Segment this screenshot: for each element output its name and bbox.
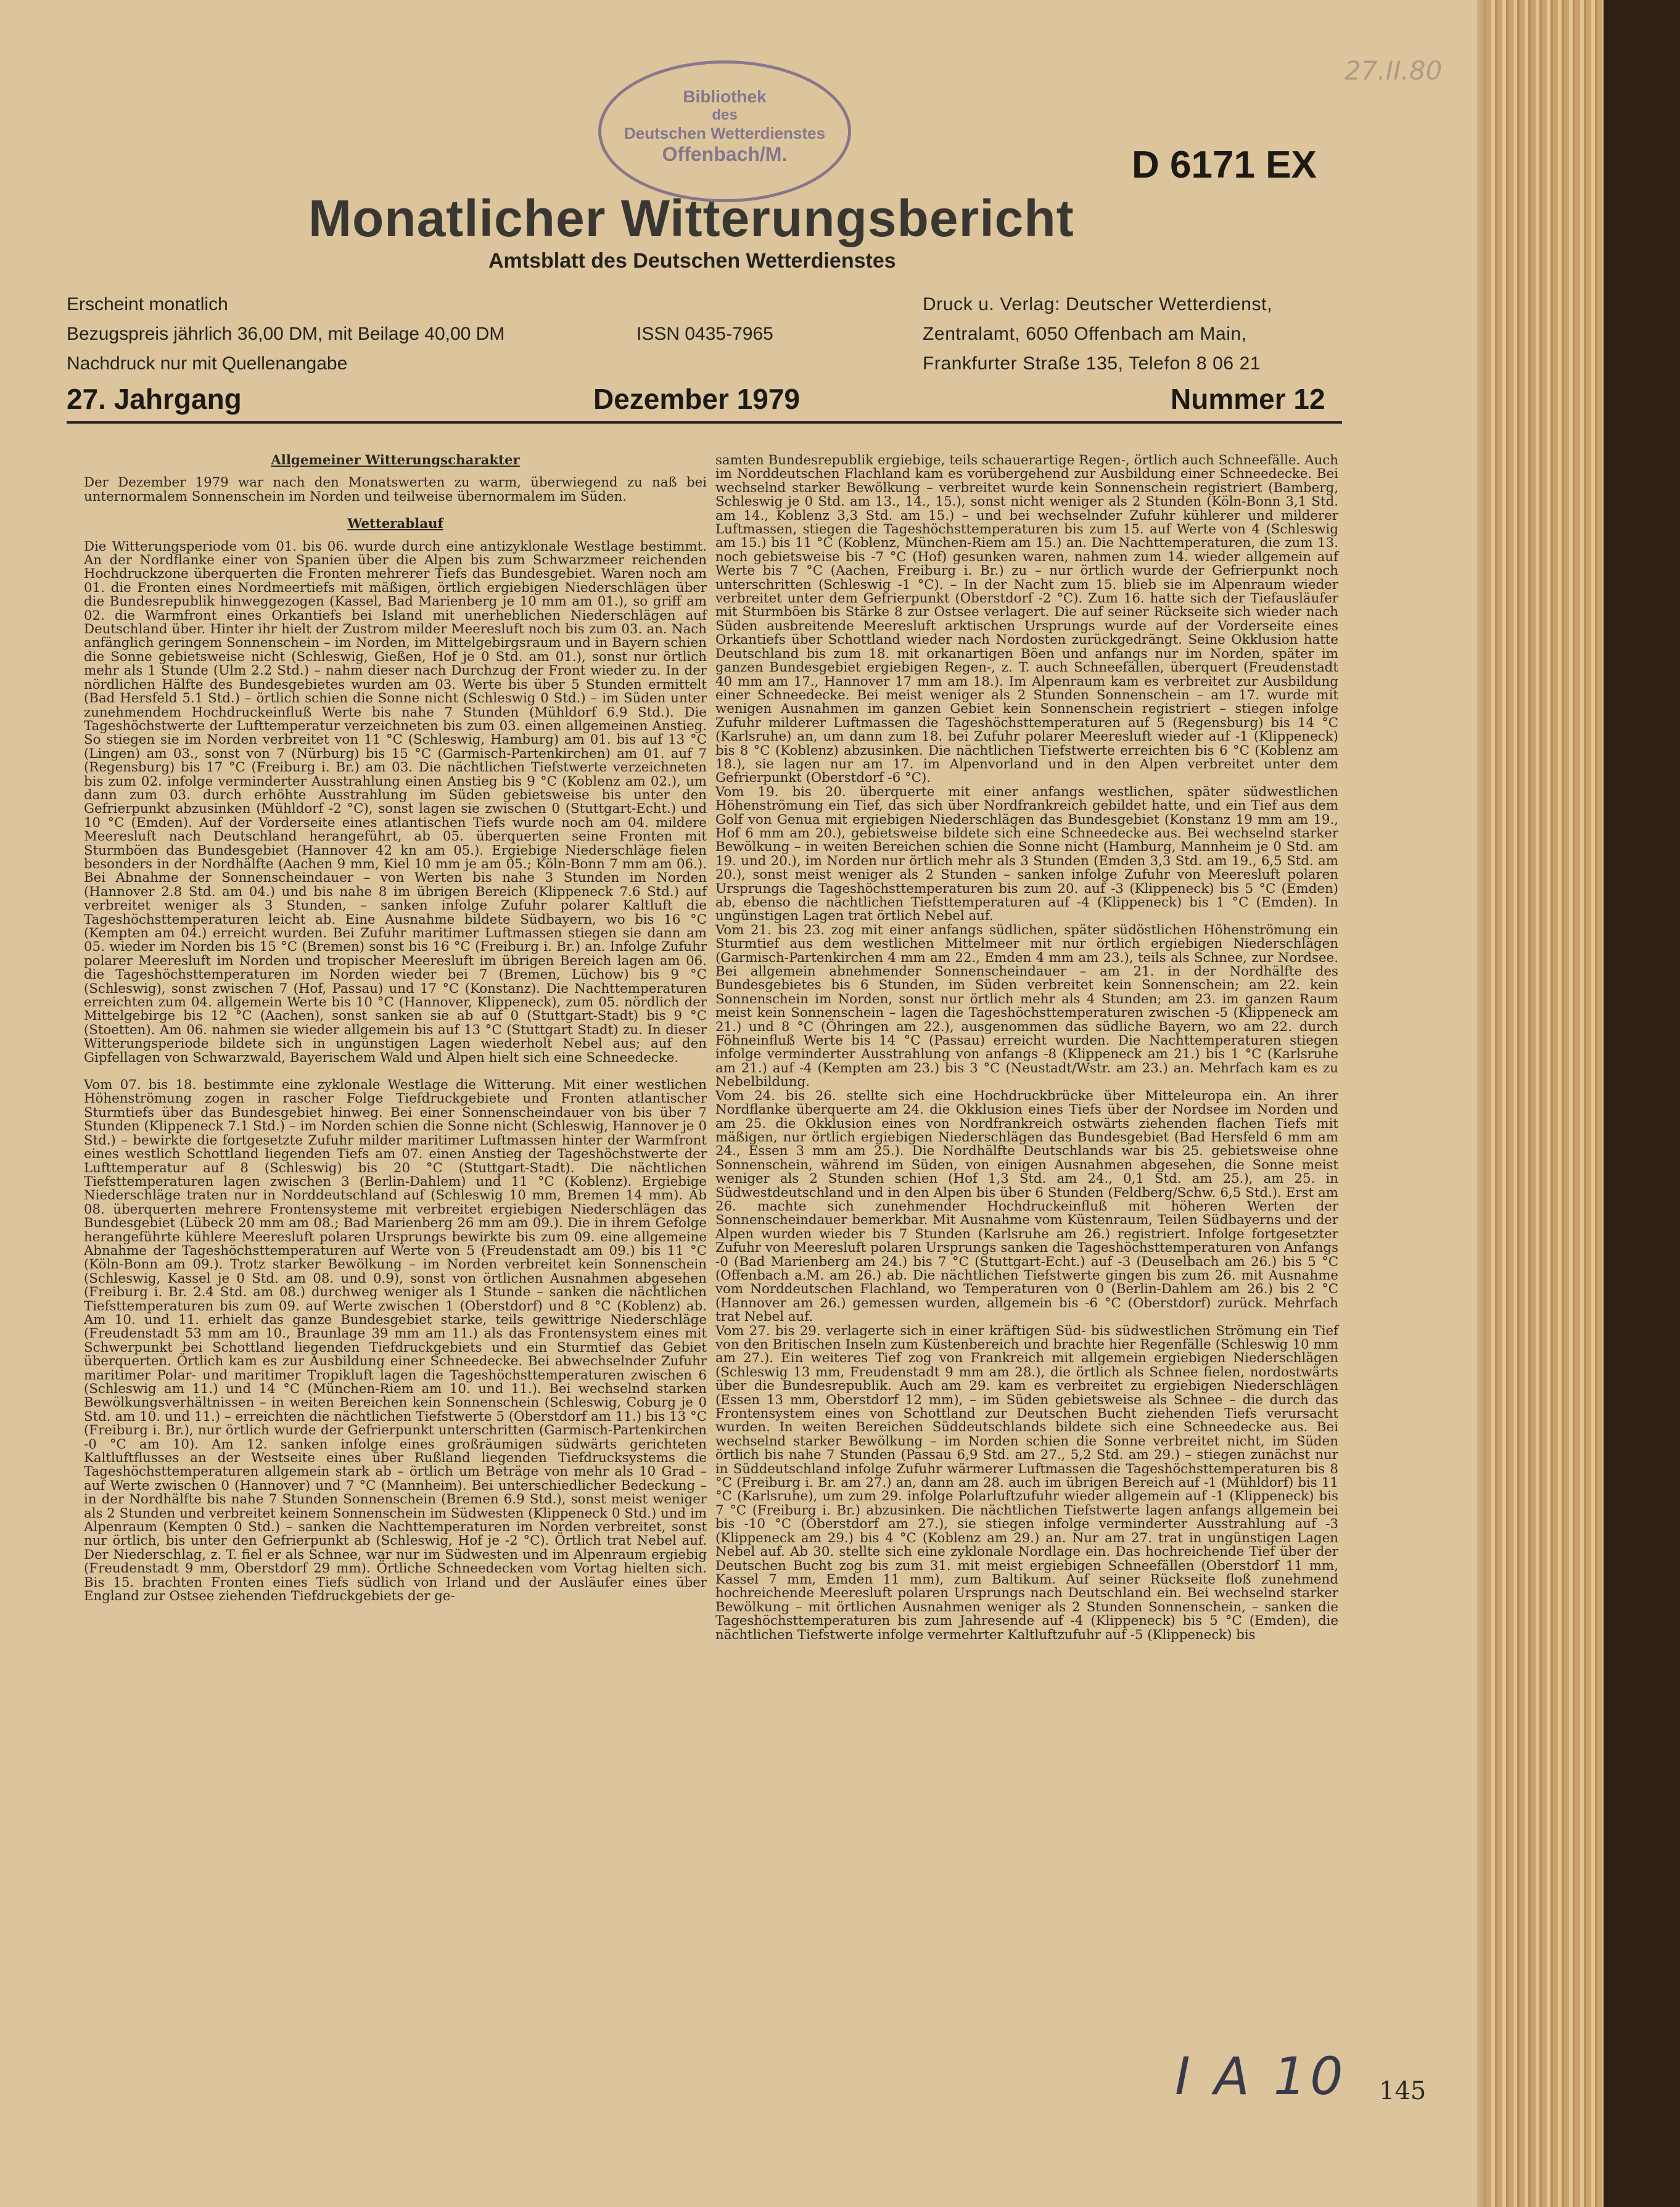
library-stamp [598, 60, 851, 202]
header-rule [67, 421, 1342, 424]
heading-general-character: Allgemeiner Witterungscharakter [271, 453, 520, 468]
publisher-line-3: Frankfurter Straße 135, Telefon 8 06 21 [923, 353, 1261, 374]
spacer [84, 1065, 707, 1079]
book-cover [1604, 0, 1680, 2207]
publisher-line-2: Zentralamt, 6050 Offenbach am Main, [923, 324, 1247, 344]
publication-info-left [67, 290, 504, 379]
publisher-info [923, 290, 1272, 379]
paragraph: Vom 19. bis 20. überquerte mit einer anfangs westlichen, später südwestlichen Höhenströmung ein Tief, das sich über Nordfrankreich gebildet hatte, und ein Tief aus dem Golf von Genua mit ergiebigen Niederschlägen das Bundesgebiet (Konstanz 19 mm am 19., Hof 6 mm am 20.), gebietsweise bildete sich eine Schneedecke aus. Bei wechselnd starker Bewölkung – in weiten Bereichen schien die Sonne nicht (Hamburg, Mannheim je 0 Std. am 19. und 20.), im Norden nur örtlich mehr als 3 Stunden (Emden 3,3 Std. am 19., 6,5 Std. am 20.), sonst meist weniger als 2 Stunden – sanken infolge Zufuhr von Meeresluft polaren Ursprungs die Tageshöchsttemperaturen bis zum 20. auf -3 (Klippeneck) bis 5 °C (Emden) ab, ebenso die nächtlichen Tiefsttemperaturen auf -4 (Klippeneck) bis 1 °C (Emden). In ungünstigen Lagen trat örtlich Nebel auf. [715, 784, 1338, 924]
stamp-line-4: Offenbach/M. [662, 143, 788, 165]
heading-weather-course: Wetterablauf [347, 516, 443, 532]
issue-number: Nummer 12 [1171, 383, 1325, 415]
info-price: Bezugspreis jährlich 36,00 DM, mit Beilage 40,00 DM [67, 324, 505, 344]
paragraph: Vom 24. bis 26. stellte sich eine Hochdruckbrücke über Mitteleuropa ein. An ihrer Nordflanke überquerte am 24. die Okklusion eines Tiefs über der Nordsee im Norden und am 25. die Okklusion eines von Nordfrankreich ostwärts ziehenden flachen Tiefs mit mäßigen, nur örtlich ergiebigen Niederschlägen das Bundesgebiet (Bad Hersfeld 6 mm am 24., Essen 3 mm am 25.). Die Nordhälfte Deutschlands war bis 25. gebietsweise ohne Sonnenschein, während im Süden, von einigen Ausnahmen abgesehen, die Sonne meist weniger als 2 Stunden schien (Hof 1,3 Std. am 24., 0,1 Std. am 25.), am 25. in Südwestdeutschland und in den Alpen bis über 6 Stunden (Feldberg/Schw. 6,5 Std.). Erst am 26. machte sich zunehmender Hochdruckeinfluß mit höheren Werten der Sonnenscheindauer bemerkbar. Mit Ausnahme vom Küstenraum, Teilen Südbayerns und der Alpen wurden wieder bis 7 Stunden (Karlsruhe am 26.) registriert. Infolge fortgesetzter Zufuhr von Meeresluft polaren Ursprungs sanken die Tageshöchsttemperaturen von Anfangs -0 (Bad Marienberg am 24.) bis 7 °C (Stuttgart-Echt.) auf -3 (Deuselbach am 26.) bis 5 °C (Offenbach a.M. am 26.) ab. Die nächtlichen Tiefstwerte gingen bis zum 26. mit Ausnahme vom Norddeutschen Flachland, wo Temperaturen von 0 (Berlin-Dahlem am 26.) bis 2 °C (Hannover am 26.) gemessen wurden, allgemein bis -6 °C (Oberstdorf) zurück. Mehrfach trat Nebel auf. [715, 1088, 1338, 1325]
page-subtitle: Amtsblatt des Deutschen Wetterdienstes [488, 249, 896, 273]
paragraph: Vom 21. bis 23. zog mit einer anfangs südlichen, später südöstlichen Höhenströmung ein Sturmtief aus dem westlichen Mittelmeer mit nur örtlich ergiebigen Niederschlägen (Garmisch-Partenkirchen 4 mm am 22., Emden 4 mm am 23.), teils als Schnee, zur Nordsee. Bei allgemein abnehmender Sonnenscheindauer – am 21. in der Nordhälfte des Bundesgebietes bis 6 Stunden, im Süden verbreitet kein Sonnenschein; am 22. kein Sonnenschein im Norden, sonst nur örtlich mehr als 4 Stunden; am 23. im ganzen Raum meist kein Sonnenschein – lagen die Tageshöchsttemperaturen zwischen -5 (Klippeneck am 21.) und 8 °C (Öhringen am 22.), ausgenommen das südliche Bayern, wo am 22. durch Föhneinfluß Werte bis 14 °C (Passau) erreicht wurden. Die Nachttemperaturen stiegen infolge verminderter Ausstrahlung von anfangs -8 (Klippeneck am 21.) bis 1 °C (Karlsruhe am 21.) auf -4 (Kempten am 23.) bis 3 °C (Neustadt/Wstr. am 23.) an. Mehrfach kam es zu Nebelbildung. [715, 922, 1338, 1090]
stamp-line-3: Deutschen Wetterdienstes [624, 124, 826, 142]
column-left [84, 454, 707, 1604]
info-frequency: Erscheint monatlich [67, 294, 228, 314]
publisher-line-1: Druck u. Verlag: Deutscher Wetterdienst, [923, 294, 1273, 314]
paragraph-general-character: Der Dezember 1979 war nach den Monatswerten zu warm, überwiegend zu naß bei unternormalem Sonnenschein im Norden und teilweise übernormalem im Süden. [84, 475, 707, 504]
volume: 27. Jahrgang [67, 383, 242, 415]
page-number: 145 [1379, 2077, 1427, 2105]
page-title: Monatlicher Witterungsbericht [308, 189, 1074, 247]
handwritten-shelfmark: I A 10 [1175, 2046, 1347, 2106]
paragraph: Vom 07. bis 18. bestimmte eine zyklonale Westlage die Witterung. Mit einer westlichen Höhenströmung zogen in rascher Folge Tiefdruckgebiete und Fronten atlantischer Sturmtiefs über das Bundesgebiet hinweg. Bei einer Sonnenscheindauer von bis über 7 Stunden (Klippeneck 7.1 Std.) – im Norden schien die Sonne nicht (Schleswig, Hannover je 0 Std.) – bewirkte die fortgesetzte Zufuhr milder maritimer Luftmassen hinter der Warmfront eines westlich Schottland liegenden Tiefs am 07. einen Anstieg der Tageshöchstwerte der Lufttemperatur auf 8 (Schleswig) bis 20 °C (Stuttgart-Stadt). Die nächtlichen Tiefsttemperaturen lagen zwischen 3 (Berlin-Dahlem) und 11 °C (Koblenz). Ergiebige Niederschläge traten nur in Norddeutschland auf (Schleswig 10 mm, Bremen 14 mm). Ab 08. überquerten mehrere Frontensysteme mit verbreitet ergiebigen Niederschlägen das Bundesgebiet (Lübeck 20 mm am 08.; Bad Marienberg 26 mm am 09.). Die in ihrem Gefolge herangeführte kühlere Meeresluft polaren Ursprungs bewirkte bis zum 09. eine allgemeine Abnahme der Tageshöchsttemperaturen auf Werte von 5 (Freudenstadt am 09.) bis 11 °C (Köln-Bonn am 09.). Trotz starker Bewölkung – im Norden verbreitet kein Sonnenschein (Schleswig, Kassel je 0 Std. am 08. und 0.9), sonst von örtlichen Ausnahmen abgesehen (Freiburg i. Br. 2.4 Std. am 08.) durchweg weniger als 1 Stunde – sanken die nächtlichen Tiefsttemperaturen bis zum 09. auf Werte zwischen 1 (Oberstdorf) und 8 °C (Koblenz) ab. Am 10. und 11. erhielt das ganze Bundesgebiet starke, teils gewittrige Niederschläge (Freudenstadt 53 mm am 10., Braunlage 39 mm am 11.) als das Frontensystem eines mit Schwerpunkt bei Schottland liegenden Tiefdruckgebiets und ein Sturmtief das Gebiet überquerten. Örtlich kam es zur Ausbildung einer Schneedecke. Bei abwechselnder Zufuhr maritimer Polar- und maritimer Tropikluft lagen die Tageshöchsttemperaturen zwischen 6 (Schleswig am 11.) und 14 °C (München-Riem am 10. und 11.). Bei wechselnd starken Bewölkungsverhältnissen – in weiten Bereichen kein Sonnenschein (Schleswig, Coburg je 0 Std. am 10. und 11.) – erreichten die nächtlichen Tiefstwerte 5 (Oberstdorf am 11.) bis 13 °C (Freiburg i. Br.), nur örtlich wurde der Gefrierpunkt unterschritten (Garmisch-Partenkirchen -0 °C am 10). Am 12. sanken infolge eines großräumigen südwärts gerichteten Kaltluftflusses an der Westseite eines über Rußland liegenden Tiefdrucksystems die Tageshöchsttemperaturen allgemein stark ab – örtlich um Beträge von mehr als 10 Grad – auf Werte zwischen 0 (Hannover) und 7 °C (Mannheim). Bei unterschiedlicher Bedeckung – in der Nordhälfte bis nahe 7 Stunden Sonnenschein (Bremen 6.9 Std.), sonst meist weniger als 2 Stunden und verbreitet keinem Sonnenschein im Südwesten (Klippeneck 0 Std.) und im Alpenraum (Kempten 0 Std.) – sanken die Nachttemperaturen im Norden verbreitet, sonst nur örtlich, bis unter den Gefrierpunkt ab (Schleswig, Hof je -2 °C). Örtlich trat Nebel auf. Der Niederschlag, z. T. fiel er als Schnee, war nur im Südwesten und im Alpenraum ergiebig (Freudenstadt 9 mm, Oberstdorf 29 mm). Örtliche Schneedecken vom Vortag hielten sich. Bis 15. brachten Fronten eines Tiefs südlich von Irland und der Ausläufer eines über England zur Ostsee ziehenden Tiefdruckgebiets der ge- [84, 1077, 707, 1605]
column-right [715, 454, 1338, 1642]
paragraph: Vom 27. bis 29. verlagerte sich in einer kräftigen Süd- bis südwestlichen Strömung ein Tief von den Britischen Inseln zum Küstenbereich und brachte hier Regenfälle (Schleswig 10 mm am 27.). Ein weiteres Tief zog von Frankreich mit allgemein ergiebigen Niederschlägen (Schleswig 13 mm, Freudenstadt 9 mm am 28.), die örtlich als Schnee fielen, nordostwärts über die Bundesrepublik. Auch am 29. kam es verbreitet zu ergiebigen Niederschlägen (Essen 13 mm, Oberstdorf 12 mm), – im Süden gebietsweise als Schnee – die durch das Frontensystem eines von Schottland zur Deutschen Bucht ziehenden Tiefs verursacht wurden. In weiten Bereichen Süddeutschlands bildete sich eine Schneedecke aus. Bei wechselnd starker Bewölkung – im Norden schien die Sonne verbreitet nicht, im Süden örtlich bis nahe 7 Stunden (Passau 6,9 Std. am 27., 5,2 Std. am 29.) – stiegen zunächst nur in Süddeutschland infolge Zufuhr wärmerer Luftmassen die Tageshöchsttemperaturen bis 8 °C (Freiburg i. Br. am 27.) an, dann am 28. auch im übrigen Bereich auf -1 (Mühldorf) bis 11 °C (Karlsruhe), um zum 29. infolge Polarluftzufuhr wieder allgemein auf -1 (Klippeneck) bis 7 °C (Freiburg i. Br.) abzusinken. Die nächtlichen Tiefstwerte lagen anfangs allgemein bei bis -10 °C (Oberstdorf am 27.), sie stiegen infolge verminderter Ausstrahlung auf -3 (Klippeneck am 29.) bis 4 °C (Koblenz am 29.) an. Nur am 27. trat in ungünstigen Lagen Nebel auf. Ab 30. stellte sich eine zyklonale Nordlage ein. Das hochreichende Tief über der Deutschen Bucht zog bis zum 31. mit meist ergiebigen Schneefällen (Oberstdorf 11 mm, Kassel 7 mm, Emden 11 mm), zum Baltikum. Auf seiner Rückseite floß zunehmend hochreichende Meeresluft polaren Ursprungs nach Deutschland ein. Bei wechselnd starker Bewölkung – mit örtlichen Ausnahmen weniger als 2 Stunden Sonnenschein, – sanken die Tageshöchsttemperaturen bis zum Jahresende auf -4 (Klippeneck) bis 5 °C (Emden), die nächtlichen Tiefstwerte infolge vermehrter Kaltluftzufuhr auf -5 (Klippeneck) bis [715, 1323, 1338, 1643]
issue-date: Dezember 1979 [593, 383, 800, 415]
paragraph: Die Witterungsperiode vom 01. bis 06. wurde durch eine antizyklonale Westlage bestimmt. An der Nordflanke einer von Spanien über die Alpen bis zum Schwarzmeer reichenden Hochdruckzone überquerten die Fronten mehrerer Tiefs das Bundesgebiet. Waren noch am 01. die Fronten eines Nordmeertiefs mit mäßigen, örtlich ergiebigen Niederschlägen über die Bundesrepublik hinweggezogen (Kassel, Bad Marienberg je 10 mm am 01.), so griff am 02. die Warmfront eines Orkantiefs bei Island mit unerheblichen Niederschlägen auf Deutschland über. Hinter ihr hielt der Zustrom milder Meeresluft noch bis zum 03. an. Nach anfänglich geringem Sonnenschein – im Norden, im Mittelgebirgsraum und in Bayern schien die Sonne gebietsweise nicht (Schleswig, Gießen, Hof je 0 Std. am 01.), sonst nur örtlich mehr als 1 Stunde (Ulm 2.2 Std.) – nahm dieser nach Durchzug der Front wieder zu. In der nördlichen Hälfte des Bundesgebietes wurden am 03. Werte bis über 5 Stunden ermittelt (Bad Hersfeld 5.1 Std.) – örtlich schien die Sonne nicht (Schleswig 0 Std.) – im Süden unter zunehmendem Hochdruckeinfluß Werte bis nahe 7 Stunden (Mühldorf 6.9 Std.). Die Tageshöchstwerte der Lufttemperatur verzeichneten bis zum 03. einen allgemeinen Anstieg. So stiegen sie im Norden verbreitet von 11 °C (Schleswig, Hamburg) am 01. bis auf 13 °C (Lingen) am 03., sonst von 7 (Nürburg) bis 15 °C (Garmisch-Partenkirchen) am 01. auf 7 (Regensburg) bis 17 °C (Freiburg i. Br.) am 03. Die nächtlichen Tiefstwerte verzeichneten bis zum 02. infolge verminderter Ausstrahlung einen Anstieg bis 9 °C (Koblenz am 02.), um dann zum 03. durch erhöhte Ausstrahlung im Süden gebietsweise bis unter den Gefrierpunkt abzusinken (Mühldorf -2 °C), sonst lagen sie zwischen 0 (Stuttgart-Echt.) und 10 °C (Emden). Auf der Vorderseite eines atlantischen Tiefs wurde noch am 04. mildere Meeresluft nach Deutschland herangeführt, ab 05. überquerten seine Fronten mit Sturmböen das Bundesgebiet (Hannover 42 kn am 05.). Ergiebige Niederschläge fielen besonders in der Nordhälfte (Aachen 9 mm, Kiel 10 mm je am 05.; Köln-Bonn 7 mm am 06.). Bei Abnahme der Sonnenscheindauer – von Werten bis nahe 3 Stunden im Norden (Hannover 2.8 Std. am 04.) und bis nahe 8 im übrigen Bereich (Klippeneck 7.6 Std.) auf verbreitet weniger als 3 Stunden, – sanken infolge Zufuhr polarer Kaltluft die Tageshöchsttemperaturen leicht ab. Eine Ausnahme bildete Südbayern, wo bis 16 °C (Kempten am 04.) erreicht wurden. Bei Zufuhr maritimer Luftmassen stiegen sie dann am 05. wieder im Norden bis 15 °C (Bremen) sonst bis 16 °C (Freiburg i. Br.) an. Infolge Zufuhr polarer Meeresluft im Norden und tropischer Meeresluft im übrigen Bereich lagen am 06. die Tageshöchsttemperaturen im Norden wieder bei 7 (Bremen, Lüchow) bis 9 °C (Schleswig), sonst zwischen 7 (Hof, Passau) und 17 °C (Konstanz). Die Nachttemperaturen erreichten zum 04. allgemein Werte bis 10 °C (Hannover, Klippeneck), zum 05. nördlich der Mittelgebirge bis 12 °C (Aachen), sonst sanken sie ab auf 0 (Stuttgart-Stadt) bis 9 °C (Stoetten). Am 06. nahmen sie wieder allgemein bis auf 13 °C (Stuttgart Stadt) zu. In dieser Witterungsperiode bildete sich in ungünstigen Lagen wiederholt Nebel aus; auf den Gipfellagen von Schwarzwald, Bayerischem Wald und Alpen hielt sich eine Schneedecke. [84, 538, 707, 1066]
issn: ISSN 0435-7965 [636, 324, 773, 344]
pencil-date-note: 27.II.80 [1344, 55, 1443, 86]
paragraph: samten Bundesrepublik ergiebige, teils schauerartige Regen-, örtlich auch Schneefälle. Auch im Norddeutschen Flachland kam es vorübergehend zur Ausbildung einer Schneedecke. Bei wechselnd starker Bewölkung – verbreitet wurde kein Sonnenschein registriert (Bamberg, Schleswig je 0 Std. am 13., 14., 15.), sonst nicht weniger als 2 Stunden (Köln-Bonn 3,1 Std. am 14., Koblenz 3,3 Std. am 15.) – und bei wechselnder Zufuhr kühlerer und milderer Luftmassen, stiegen die Tageshöchsttemperaturen bis zum 15. auf Werte von 4 (Schleswig am 15.) bis 11 °C (Koblenz, München-Riem am 15.) an. Die Nachttemperaturen, die zum 13. noch gebietsweise bis -7 °C (Hof) gesunken waren, nahmen zum 14. wieder allgemein auf Werte bis 7 °C (Aachen, Freiburg i. Br.) zu – nur örtlich wurde der Gefrierpunkt noch unterschritten (Schleswig -1 °C). – In der Nacht zum 15. blieb sie im Alpenraum wieder verbreitet unter dem Gefrierpunkt (Oberstdorf -2 °C). Zum 16. hatte sich der Tiefausläufer mit Sturmböen bis Stärke 8 zur Ostsee verlagert. Die auf seiner Rückseite sich wieder nach Süden ausbreitende Meeresluft arktischen Ursprungs wurde auf der Vorderseite eines Orkantiefs über Schottland wieder nach Nordosten zurückgedrängt. Seine Okklusion hatte Deutschland bis zum 18. mit orkanartigen Böen und anfangs nur im Norden, später im ganzen Bundesgebiet ergiebigen Regen-, z. T. auch Schneefällen, überquert (Freudenstadt 40 mm am 17., Hannover 17 mm am 18.). Im Alpenraum kam es verbreitet zur Ausbildung einer Schneedecke. Bei meist weniger als 2 Stunden Sonnenschein – am 17. wurde mit wenigen Ausnahmen im ganzen Gebiet kein Sonnenschein registriert – stiegen infolge Zufuhr milderer Luftmassen die Tageshöchsttemperaturen auf 5 (Regensburg) bis 14 °C (Karlsruhe) an, um dann zum 18. bei Zufuhr polarer Meeresluft wieder auf -1 (Klippeneck) bis 8 °C (Koblenz) abzusinken. Die nächtlichen Tiefstwerte erreichten bis 6 °C (Koblenz am 18.), sie lagen nur am 17. im Alpenvorland und in den Alpen verbreitet unter dem Gefrierpunkt (Oberstdorf -6 °C). [715, 453, 1338, 786]
stamp-line-2: des [712, 107, 738, 123]
stamp-line-1: Bibliothek [683, 87, 767, 106]
publication-code: D 6171 EX [1132, 144, 1317, 186]
info-reprint: Nachdruck nur mit Quellenangabe [67, 353, 348, 374]
spacer [84, 504, 707, 517]
book-page-edges [1486, 0, 1610, 2207]
